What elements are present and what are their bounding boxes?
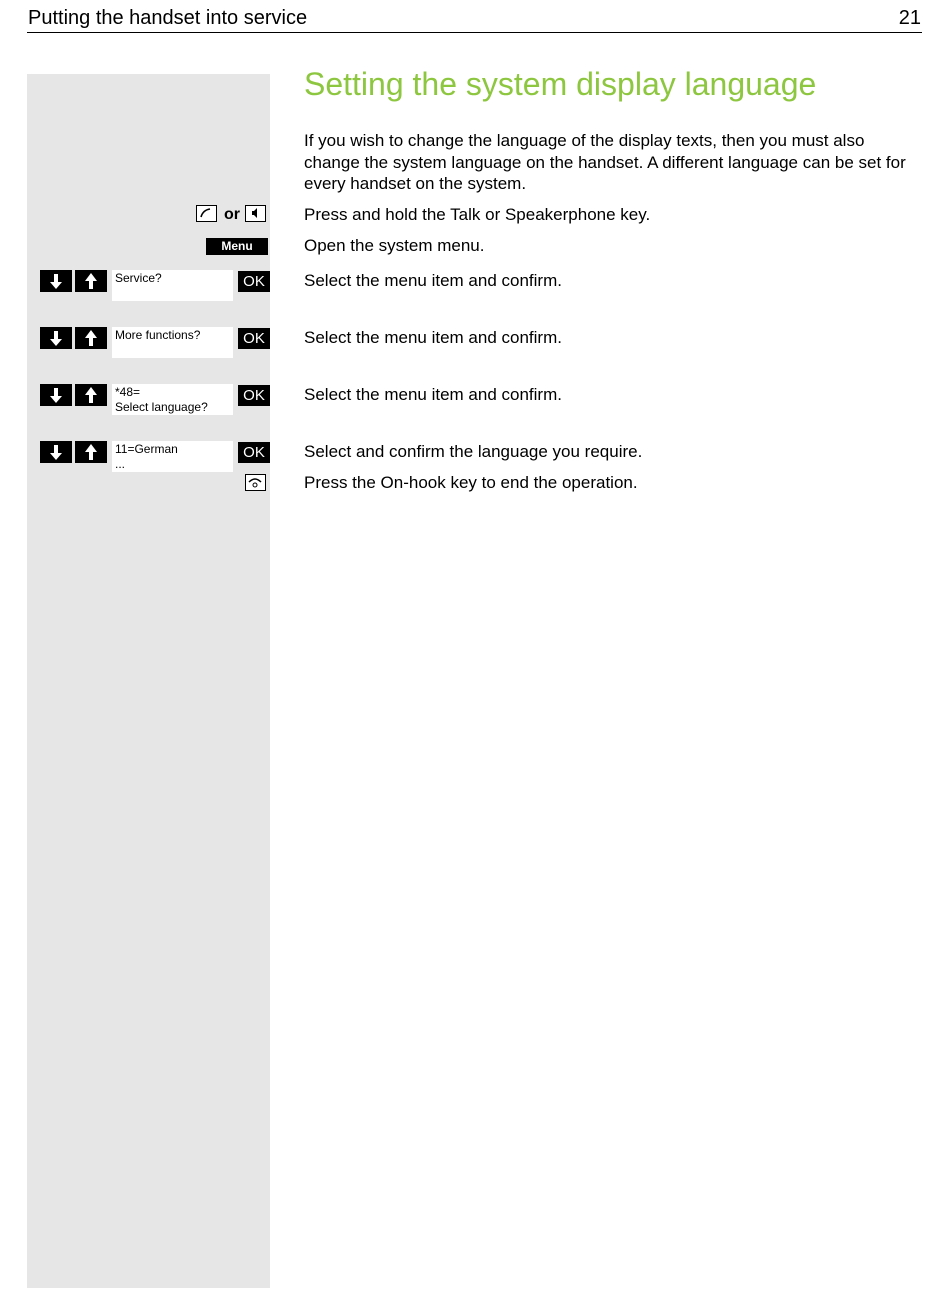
page-header xyxy=(27,5,922,33)
step-service: Select the menu item and confirm. xyxy=(304,271,562,290)
step-talk: Press and hold the Talk or Speakerphone key. xyxy=(304,205,651,224)
header-title: Putting the handset into service xyxy=(28,7,308,29)
step-menu: Open the system menu. xyxy=(304,236,485,255)
ok-key: OK xyxy=(238,271,270,292)
navigation-keys xyxy=(40,441,108,463)
page-number: 21 xyxy=(898,7,921,29)
talk-key-icon xyxy=(196,205,217,222)
ok-key: OK xyxy=(238,442,270,463)
display-service xyxy=(112,270,233,301)
speakerphone-key-icon xyxy=(245,205,266,222)
key-column xyxy=(27,74,270,1288)
arrow-down-icon xyxy=(40,327,72,349)
display-line: More functions? xyxy=(115,328,201,342)
display-line: ... xyxy=(115,456,126,471)
intro-paragraph: If you wish to change the language of the display texts, then you must also change the system language on the handset. A different language can be set for every handset on the system. xyxy=(304,131,906,193)
display-line: Select language? xyxy=(115,399,208,414)
step-onhook: Press the On-hook key to end the operation. xyxy=(304,473,638,492)
display-language xyxy=(112,441,233,472)
display-line: 11=German xyxy=(115,442,178,456)
section-title: Setting the system display language xyxy=(304,66,817,102)
display-line: *48= xyxy=(115,385,141,399)
arrow-up-icon xyxy=(75,384,107,406)
arrow-down-icon xyxy=(40,384,72,406)
display-more-functions xyxy=(112,327,233,358)
navigation-keys xyxy=(40,270,108,292)
step-more-functions: Select the menu item and confirm. xyxy=(304,328,562,347)
arrow-down-icon xyxy=(40,441,72,463)
arrow-up-icon xyxy=(75,327,107,349)
navigation-keys xyxy=(40,327,108,349)
arrow-down-icon xyxy=(40,270,72,292)
display-select-language xyxy=(112,384,233,415)
step-language: Select and confirm the language you require. xyxy=(304,442,643,461)
arrow-up-icon xyxy=(75,441,107,463)
or-label: or xyxy=(224,206,240,223)
display-line: Service? xyxy=(115,271,162,285)
onhook-key-icon xyxy=(245,474,266,491)
step-select-language: Select the menu item and confirm. xyxy=(304,385,562,404)
menu-key: Menu xyxy=(206,238,268,255)
ok-key: OK xyxy=(238,385,270,406)
arrow-up-icon xyxy=(75,270,107,292)
ok-key: OK xyxy=(238,328,270,349)
navigation-keys xyxy=(40,384,108,406)
